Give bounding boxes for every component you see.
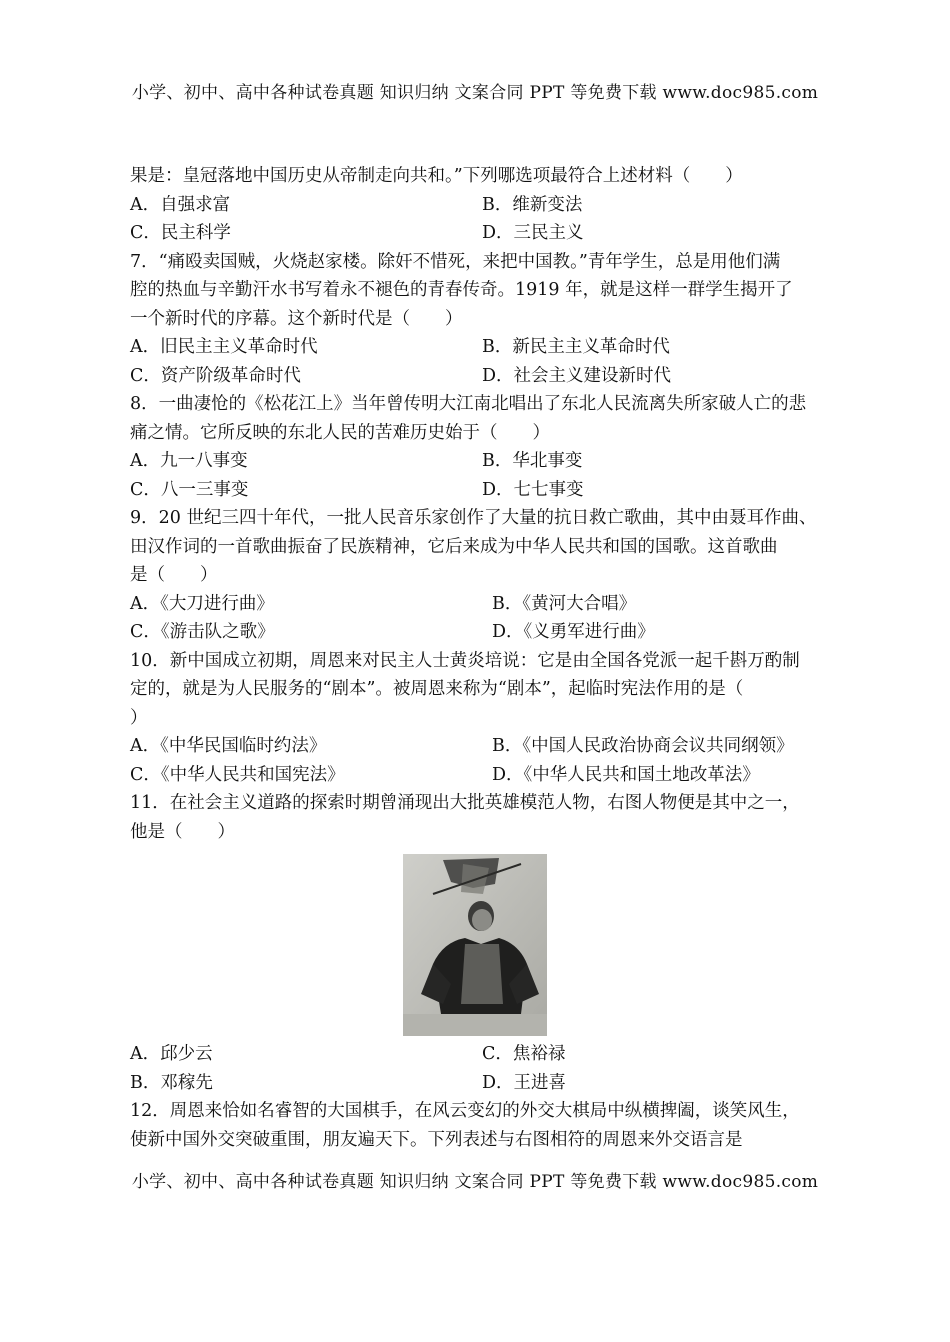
q9-option-d[interactable]: D．《义勇军进行曲》 — [492, 622, 655, 642]
q11-option-c[interactable]: C．焦裕禄 — [482, 1044, 566, 1064]
q7-stem-line2: 腔的热血与辛勤汗水书写着永不褪色的青春传奇。1919 年，就是这样一群学生揭开了 — [130, 280, 793, 300]
q6-options-row2 — [130, 219, 850, 248]
q7-option-c[interactable]: C．资产阶级革命时代 — [130, 365, 301, 386]
q8-option-d[interactable]: D．七七事变 — [482, 479, 584, 500]
q11-stem-line2: 他是（ ） — [130, 821, 235, 842]
q11-figure — [130, 846, 850, 1040]
q11-option-d[interactable]: D．王进喜 — [482, 1072, 567, 1093]
page-header: 小学、初中、高中各种试卷真题 知识归纳 文案合同 PPT 等免费下载 www.doc985.com — [131, 83, 819, 103]
q9-option-a[interactable]: A．《大刀进行曲》 — [130, 593, 274, 614]
q7-options-row2 — [130, 362, 850, 391]
q6-option-d[interactable]: D．三民主义 — [482, 223, 584, 243]
q11-options-row2 — [130, 1069, 850, 1098]
q8-options-row2 — [130, 476, 850, 505]
q10-option-d[interactable]: D．《中华人民共和国土地改革法》 — [492, 764, 760, 785]
q10-options-row2 — [130, 761, 850, 790]
page-footer: 小学、初中、高中各种试卷真题 知识归纳 文案合同 PPT 等免费下载 www.doc985.com — [131, 1172, 819, 1192]
q7-options-row1 — [130, 333, 850, 362]
q10-stem-line1: 10．新中国成立初期，周恩来对民主人士黄炎培说：它是由全国各党派一起千斟万酌制 — [130, 650, 800, 671]
q11-option-b[interactable]: B．邓稼先 — [130, 1072, 213, 1093]
q6-options-row1 — [130, 191, 850, 220]
q7-stem-line3: 一个新时代的序幕。这个新时代是（ ） — [130, 308, 463, 329]
q10-option-a[interactable]: A．《中华民国临时约法》 — [130, 736, 327, 756]
q9-stem-line3: 是（ ） — [130, 565, 218, 585]
q8-stem-line2: 痛之情。它所反映的东北人民的苦难历史始于（ ） — [130, 422, 550, 443]
q7-stem-line1: 7．“痛殴卖国贼，火烧赵家楼。除奸不惜死，来把中国教。”青年学生，总是用他们满 — [130, 251, 781, 272]
q11-option-a[interactable]: A．邱少云 — [130, 1044, 213, 1064]
q12-stem-line2: 使新中国外交突破重围，朋友遍天下。下列表述与右图相符的周恩来外交语言是 — [130, 1129, 743, 1150]
q11-options-row1 — [130, 1040, 850, 1069]
q8-options-row1 — [130, 447, 850, 476]
q10-option-b[interactable]: B．《中国人民政治协商会议共同纲领》 — [492, 736, 794, 756]
q9-stem-line1: 9．20 世纪三四十年代，一批人民音乐家创作了大量的抗日救亡歌曲，其中由聂耳作曲、 — [130, 508, 817, 528]
q7-option-a[interactable]: A．旧民主主义革命时代 — [130, 337, 318, 357]
q9-stem-line2: 田汉作词的一首歌曲振奋了民族精神，它后来成为中华人民共和国的国歌。这首歌曲 — [130, 536, 778, 557]
q6-option-b[interactable]: B．维新变法 — [482, 194, 583, 215]
hero-portrait-photo — [403, 854, 547, 1036]
q9-options-row2 — [130, 618, 850, 647]
q10-stem-line2: 定的，就是为人民服务的“剧本”。被周恩来称为“剧本”，起临时宪法作用的是（ — [130, 679, 744, 699]
q12-stem-line1: 12．周恩来恰如名睿智的大国棋手，在风云变幻的外交大棋局中纵横捭阖，谈笑风生， — [130, 1101, 800, 1121]
q6-option-c[interactable]: C．民主科学 — [130, 223, 231, 243]
q7-option-d[interactable]: D．社会主义建设新时代 — [482, 365, 672, 386]
q7-option-b[interactable]: B．新民主主义革命时代 — [482, 337, 670, 357]
q11-stem-line1: 11．在社会主义道路的探索时期曾涌现出大批英雄模范人物，右图人物便是其中之一， — [130, 793, 800, 813]
q6-stem: 果是：皇冠落地中国历史从帝制走向共和。”下列哪选项最符合上述材料（ ） — [130, 166, 743, 186]
q8-stem-line1: 8．一曲凄怆的《松花江上》当年曾传明大江南北唱出了东北人民流离失所家破人亡的悲 — [130, 394, 807, 414]
q6-option-a[interactable]: A．自强求富 — [130, 194, 231, 215]
q8-option-b[interactable]: B．华北事变 — [482, 451, 583, 471]
q8-option-c[interactable]: C．八一三事变 — [130, 479, 249, 500]
q8-option-a[interactable]: A．九一八事变 — [130, 451, 248, 471]
q9-option-b[interactable]: B．《黄河大合唱》 — [492, 593, 637, 614]
q10-options-row1 — [130, 732, 850, 761]
q9-options-row1 — [130, 590, 850, 619]
q10-option-c[interactable]: C．《中华人民共和国宪法》 — [130, 764, 345, 785]
q10-stem-line3: ） — [130, 707, 148, 728]
exam-content — [130, 162, 850, 1154]
q9-option-c[interactable]: C．《游击队之歌》 — [130, 622, 275, 642]
